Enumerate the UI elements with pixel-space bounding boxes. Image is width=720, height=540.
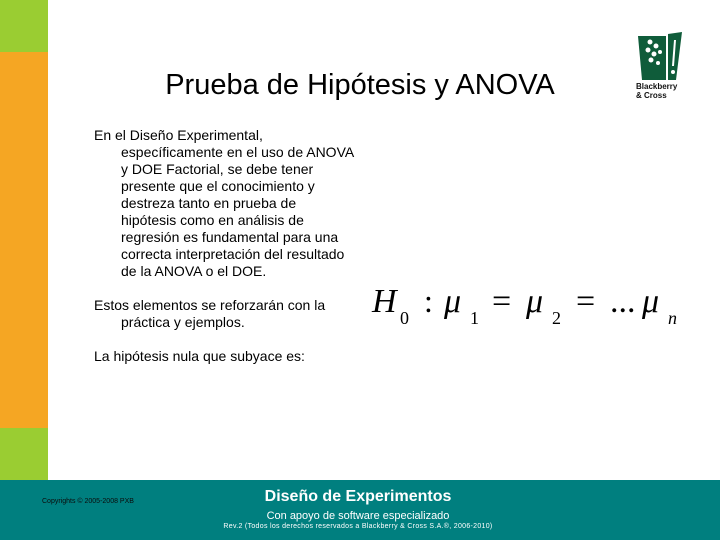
footer-copyright: Copyrights © 2005-2008 PXB (42, 498, 134, 505)
formula-h: H (372, 283, 397, 320)
left-stripe-green-bottom (0, 428, 48, 480)
footer-title: Diseño de Experimentos (264, 488, 452, 505)
formula-h-sub: 0 (400, 308, 409, 328)
slide-title: Prueba de Hipótesis y ANOVA (165, 69, 555, 102)
formula-sub-n: n (668, 308, 677, 328)
formula-dots: ... (610, 283, 636, 320)
paragraph: La hipótesis nula que subyace es: (94, 348, 305, 364)
footer-subtitle: Con apoyo de software especializado (266, 510, 450, 522)
left-stripe-green-top (0, 0, 48, 52)
footer-bar (0, 480, 720, 540)
paragraph: En el Diseño Experimental, específicamente en el uso de ANOVA y DOE Factorial, se debe tener presente que el conocimiento y destreza tanto en prueba de hipótesis como en análisis de regresión es fundamental para una correcta interpretación del resultado de la ANOVA o el DOE. (94, 127, 354, 279)
formula-equals-2: = (576, 283, 596, 320)
paragraph: Estos elementos se reforzarán con la práctica y ejemplos. (94, 297, 326, 330)
null-hypothesis-formula (370, 278, 690, 338)
blackberry-cross-logo-icon (636, 30, 684, 82)
formula-sub-1: 1 (470, 308, 479, 328)
company-logo (632, 30, 688, 102)
formula-sub-2: 2 (552, 308, 561, 328)
left-stripe-orange (0, 52, 48, 428)
logo-wordmark: Blackberry & Cross (636, 82, 678, 100)
footer-revision: Rev.2 (Todos los derechos reservados a Blackberry & Cross S.A.®, 2006-2010) (223, 523, 493, 530)
formula-equals-1: = (492, 283, 512, 320)
formula-mu-2: μ (526, 283, 544, 320)
formula-mu-n: μ (642, 283, 660, 320)
slide-body (94, 127, 354, 365)
formula-colon: : (424, 283, 433, 319)
formula-mu-1: μ (444, 283, 462, 320)
